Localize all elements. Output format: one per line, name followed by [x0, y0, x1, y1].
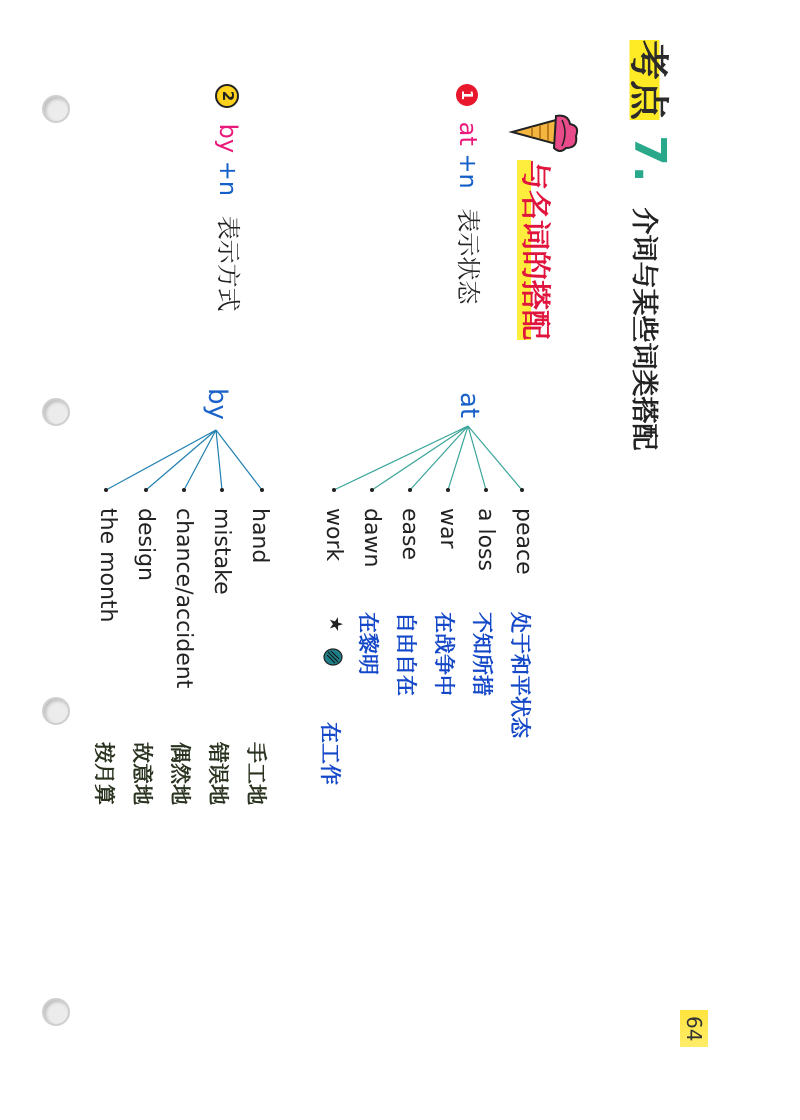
by-entry-en: hand — [247, 508, 272, 564]
item-desc: 表示方式 — [214, 215, 242, 312]
item-desc: 表示状态 — [454, 208, 482, 305]
tree-root-by: by — [202, 388, 232, 420]
at-entry-en: ease — [397, 508, 422, 561]
strawberry-icon — [322, 646, 344, 668]
at-entry-cn: 不知所措 — [470, 612, 494, 696]
page-number: 64 — [680, 1010, 708, 1047]
number-badge: 2 — [215, 84, 239, 108]
title-subtitle: 介词与某些词类搭配 — [628, 207, 659, 451]
at-entry-en: war — [435, 508, 460, 549]
title-number: 7. — [624, 135, 675, 183]
at-entry-en: a loss — [473, 508, 498, 571]
by-entry-en: mistake — [209, 508, 234, 595]
by-entry-cn: 按月算 — [92, 742, 116, 805]
by-entry-en: the month — [95, 508, 120, 623]
tree-root-at: at — [454, 392, 484, 419]
star-icon: ★ — [325, 616, 346, 633]
item-prep: at — [454, 121, 482, 146]
at-entry-cn: 在黎明 — [356, 612, 380, 675]
by-entry-en: chance/accident — [171, 508, 196, 689]
at-entry-en: work — [321, 508, 346, 562]
at-entry-en: peace — [511, 508, 536, 575]
at-entry-cn: 处于和平状态 — [508, 612, 532, 738]
number-badge: 1 — [456, 84, 478, 106]
by-entry-cn: 故意地 — [130, 742, 154, 805]
at-entry-cn: 在战争中 — [432, 612, 456, 696]
by-entry-cn: 偶然地 — [168, 742, 192, 805]
section-heading-text: 与名词的搭配 — [517, 160, 552, 340]
title-prefix: 考点 — [625, 40, 671, 120]
at-entry-en: dawn — [359, 508, 384, 568]
by-entry-cn: 手工地 — [244, 742, 268, 805]
item-plus: +n — [214, 160, 242, 197]
at-entry-cn: 自由自在 — [394, 612, 418, 696]
by-entry-cn: 错误地 — [206, 742, 230, 805]
item-prep: by — [214, 123, 242, 154]
by-entry-en: design — [133, 508, 158, 581]
item-plus: +n — [454, 153, 482, 189]
at-entry-cn: 在工作 — [318, 722, 342, 785]
